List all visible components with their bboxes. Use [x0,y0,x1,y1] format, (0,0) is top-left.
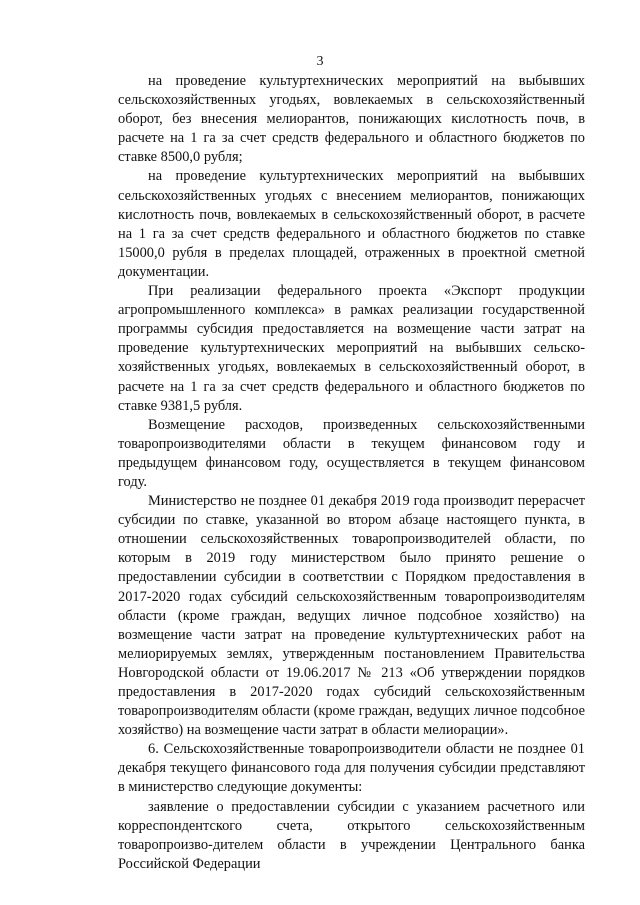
paragraph-item-6-documents: 6. Сельскохозяйственные товаропроизводители области не позднее 01 декабря текущего финансового года для получения субсидии представляют в министерство следующие документы: [118,741,585,796]
paragraph-reimbursement: Возмещение расходов, произведенных сельскохозяйственными товаропроизводителями области в текущем финансовом году и предыдущем финансовом году, осуществляется в текущем финансовом году. [118,416,585,490]
paragraph-application: заявление о предоставлении субсидии с указанием расчетного или корреспондентского счета, открытого сельскохозяйственным товаропроизво-дителем области в учреждении Центрального банка Российской Федерации [118,798,585,872]
paragraph-export-project: При реализации федерального проекта «Экспорт продукции агропромышленного комплекса» в рамках реализации государственной программы субсидия предоставляется на возмещение части затрат на проведение культуртехнических мероприятий на выбывших сельско-хозяйственных угодьях, вовлекаемых в сельскохозяйственный оборот, в расчете на 1 га за счет средств федерального и областного бюджетов по ставке 9381,5 рубля. [118,283,585,414]
paragraph-recalculation: Министерство не позднее 01 декабря 2019 года производит перерасчет субсидии по ставке, указанной во втором абзаце настоящего пункта, в отношении сельскохозяйственных товаропроизводителей области, по которым в 2019 году министерством было принято решение о предоставлении субсидии в соответствии с Порядком предоставления в 2017-2020 годах субсидий сельскохозяйственным товаропроизводителям области (кроме граждан, ведущих личное подсобное хозяйство) на возмещение части затрат на проведение культуртехнических работ на мелиорируемых землях, утвержденным постановлением Правительства Новгородской области от 19.06.2017 № 213 «Об утверждении порядков предоставления в 2017-2020 годах субсидий сельскохозяйственным товаропроизводителям области (кроме граждан, ведущих личное подсобное хозяйство) на возмещение части затрат в области мелиорации». [118,493,585,739]
paragraph-rate-without-meliorants: на проведение культуртехнических мероприятий на выбывших сельскохозяйственных угодьях, вовлекаемых в сельскохозяйственный оборот, без внесения мелиорантов, понижающих кислотность почв, в расчете на 1 га за счет средств федерального и областного бюджетов по ставке 8500,0 рубля; [118,73,585,166]
paragraph-rate-with-meliorants: на проведение культуртехнических мероприятий на выбывших сельскохозяйственных угодьях с внесением мелиорантов, понижающих кислотность почв, вовлекаемых в сельскохозяйственный оборот, в расчете на 1 га за счет средств федерального и областного бюджетов по ставке 15000,0 рубля в пределах площадей, отраженных в проектной сметной документации. [118,168,585,280]
document-body [118,72,585,874]
page-number: 3 [316,54,324,69]
